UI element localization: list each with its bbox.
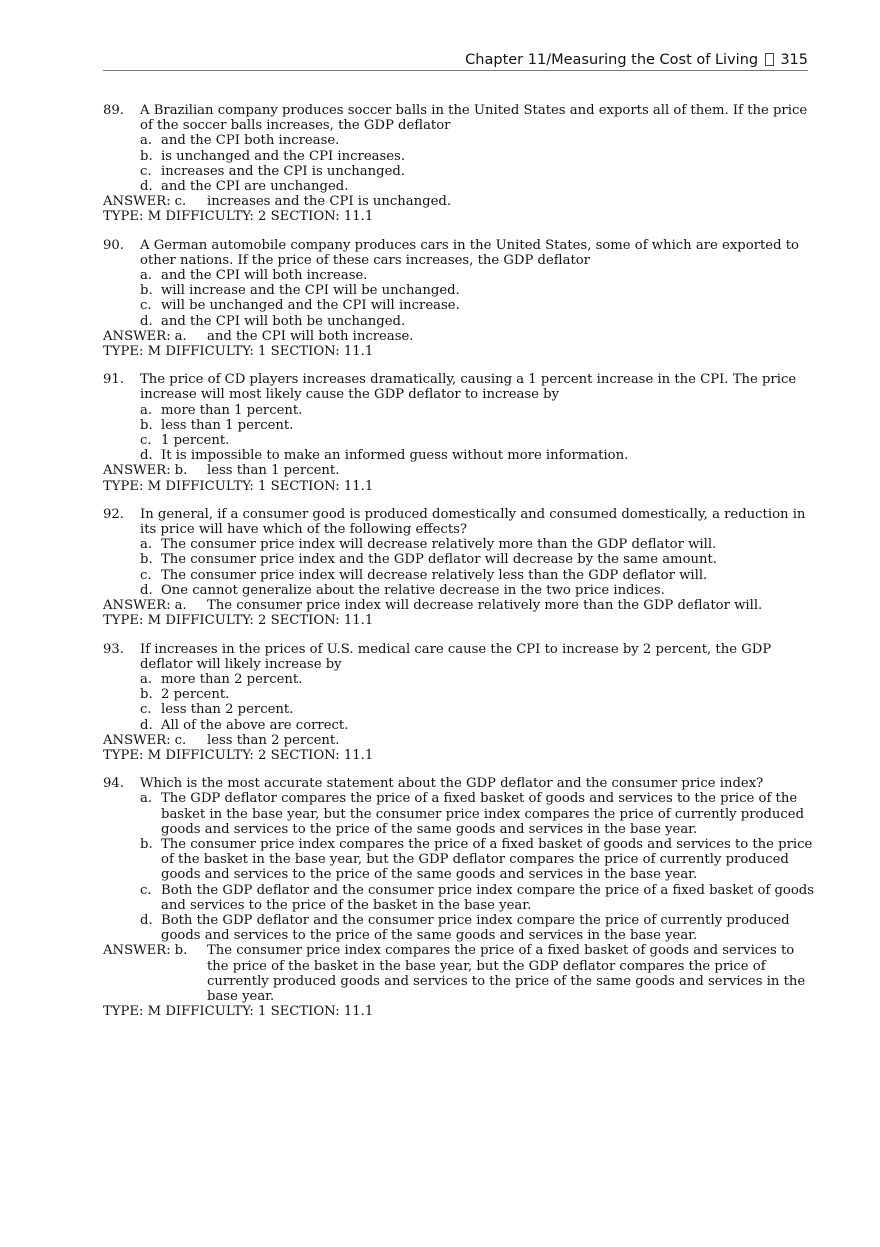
- option-text: less than 1 percent.: [161, 417, 294, 433]
- question-text: A German automobile company produces cars in the United States, some of which are exported to other nations. If the price of these cars increases, the GDP deflator: [140, 237, 799, 268]
- question-stem: [103, 776, 815, 791]
- question-number: 94.: [103, 776, 124, 792]
- answer-option: [140, 552, 815, 567]
- question-block: [103, 372, 815, 494]
- question-meta: TYPE: M DIFFICULTY: 2 SECTION: 11.1: [103, 747, 374, 763]
- answer-text: and the CPI will both increase.: [207, 328, 414, 344]
- option-letter: a.: [140, 268, 153, 284]
- option-text: less than 2 percent.: [161, 702, 294, 718]
- option-text: One cannot generalize about the relative decrease in the two price indices.: [161, 582, 665, 598]
- answer-option: [140, 583, 815, 598]
- option-letter: c.: [140, 702, 152, 718]
- option-text: The GDP deflator compares the price of a fixed basket of goods and services to the price of the basket in the base year, but the consumer price index compares the price of currently produced goods and services to the price of the same goods and services in the base year.: [161, 791, 805, 837]
- answer-line: [103, 463, 815, 478]
- option-list: [103, 791, 815, 943]
- answer-option: [140, 791, 815, 837]
- option-letter: b.: [140, 283, 153, 299]
- option-letter: a.: [140, 402, 153, 418]
- option-text: is unchanged and the CPI increases.: [161, 148, 406, 164]
- question-block: [103, 642, 815, 764]
- option-list: [103, 133, 815, 194]
- answer-option: [140, 268, 815, 283]
- answer-option: [140, 133, 815, 148]
- answer-head: [103, 733, 186, 748]
- option-text: and the CPI will both be unchanged.: [161, 313, 406, 329]
- answer-head: [103, 329, 187, 344]
- answer-option: [140, 718, 815, 733]
- answer-option: [140, 672, 815, 687]
- answer-letter: c.: [174, 732, 187, 748]
- answer-line: [103, 329, 815, 344]
- question-list: [103, 103, 815, 1032]
- option-text: Both the GDP deflator and the consumer price index compare the price of a fixed basket of goods and services to the price of the basket in the base year.: [161, 882, 815, 913]
- option-list: [103, 403, 815, 464]
- option-letter: d.: [140, 448, 153, 464]
- option-text: will be unchanged and the CPI will increase.: [161, 298, 460, 314]
- answer-option: [140, 568, 815, 583]
- answer-option: [140, 149, 815, 164]
- option-letter: c.: [140, 882, 152, 898]
- answer-option: [140, 702, 815, 717]
- answer-option: [140, 179, 815, 194]
- answer-option: [140, 403, 815, 418]
- question-block: [103, 776, 815, 1019]
- answer-head: [103, 598, 187, 613]
- answer-option: [140, 418, 815, 433]
- answer-text: less than 2 percent.: [207, 732, 340, 748]
- question-text: Which is the most accurate statement about the GDP deflator and the consumer price index?: [140, 776, 764, 792]
- option-letter: a.: [140, 671, 153, 687]
- question-text: The price of CD players increases dramatically, causing a 1 percent increase in the CPI. The price increase will most likely cause the GDP deflator to increase by: [140, 372, 797, 403]
- option-text: It is impossible to make an informed guess without more information.: [161, 448, 629, 464]
- answer-letter: a.: [174, 598, 187, 614]
- answer-label: ANSWER:: [103, 463, 171, 479]
- option-letter: d.: [140, 912, 153, 928]
- answer-letter: a.: [174, 328, 187, 344]
- answer-label: ANSWER:: [103, 194, 171, 210]
- question-meta: TYPE: M DIFFICULTY: 1 SECTION: 11.1: [103, 1004, 374, 1020]
- answer-letter: b.: [174, 463, 188, 479]
- answer-line: [103, 194, 815, 209]
- option-text: increases and the CPI is unchanged.: [161, 163, 406, 179]
- question-meta: TYPE: M DIFFICULTY: 1 SECTION: 11.1: [103, 478, 374, 494]
- question-text: A Brazilian company produces soccer balls in the United States and exports all of them. If the price of the soccer balls increases, the GDP deflator: [140, 103, 808, 134]
- answer-option: [140, 837, 815, 883]
- option-text: and the CPI are unchanged.: [161, 179, 349, 195]
- option-text: The consumer price index and the GDP deflator will decrease by the same amount.: [161, 552, 717, 568]
- option-text: 2 percent.: [161, 687, 230, 703]
- answer-label: ANSWER:: [103, 598, 171, 614]
- answer-label: ANSWER:: [103, 328, 171, 344]
- page-number: 315: [780, 52, 808, 68]
- option-text: The consumer price index will decrease relatively more than the GDP deflator will.: [161, 537, 717, 553]
- answer-line: [103, 733, 815, 748]
- option-letter: a.: [140, 133, 153, 149]
- question-text: In general, if a consumer good is produced domestically and consumed domestically, a reduction in its price will have which of the following effects?: [140, 506, 806, 538]
- question-block: [103, 238, 815, 360]
- option-letter: b.: [140, 417, 153, 433]
- option-text: and the CPI both increase.: [161, 133, 340, 149]
- option-letter: d.: [140, 313, 153, 329]
- option-text: 1 percent.: [161, 433, 230, 449]
- answer-option: [140, 687, 815, 702]
- answer-text: The consumer price index will decrease relatively more than the GDP deflator will.: [207, 598, 763, 614]
- question-stem: [103, 103, 815, 133]
- answer-option: [140, 537, 815, 552]
- answer-option: [140, 164, 815, 179]
- answer-text: The consumer price index compares the price of a fixed basket of goods and services to the price of the basket in the base year, but the GDP deflator compares the price of currently produced goods and services to the price of the same goods and services in the base year.: [207, 943, 806, 1004]
- option-letter: d.: [140, 717, 153, 733]
- question-block: [103, 103, 815, 225]
- option-list: [103, 537, 815, 598]
- option-letter: a.: [140, 537, 153, 553]
- question-number: 92.: [103, 506, 124, 522]
- option-letter: c.: [140, 433, 152, 449]
- question-meta: TYPE: M DIFFICULTY: 2 SECTION: 11.1: [103, 209, 374, 225]
- question-number: 91.: [103, 372, 124, 388]
- option-text: more than 2 percent.: [161, 671, 303, 687]
- question-stem: [103, 238, 815, 268]
- answer-option: [140, 448, 815, 463]
- answer-option: [140, 283, 815, 298]
- answer-option: [140, 298, 815, 313]
- question-stem: [103, 507, 815, 537]
- option-letter: a.: [140, 791, 153, 807]
- question-stem: [103, 372, 815, 402]
- answer-option: [140, 314, 815, 329]
- option-text: All of the above are correct.: [161, 717, 349, 733]
- question-stem: [103, 642, 815, 672]
- answer-letter: b.: [174, 943, 188, 959]
- answer-label: ANSWER:: [103, 943, 171, 959]
- answer-letter: c.: [174, 194, 187, 210]
- answer-head: [103, 943, 187, 958]
- question-meta: TYPE: M DIFFICULTY: 2 SECTION: 11.1: [103, 613, 374, 629]
- question-number: 93.: [103, 641, 124, 657]
- option-text: and the CPI will both increase.: [161, 268, 368, 284]
- option-letter: d.: [140, 582, 153, 598]
- answer-text: less than 1 percent.: [207, 463, 340, 479]
- option-letter: d.: [140, 179, 153, 195]
- option-text: The consumer price index will decrease relatively less than the GDP deflator will.: [161, 567, 708, 583]
- option-list: [103, 268, 815, 329]
- answer-line: [103, 598, 815, 613]
- answer-option: [140, 913, 815, 943]
- question-text: If increases in the prices of U.S. medical care cause the CPI to increase by 2 percent, the GDP deflator will likely increase by: [140, 641, 772, 672]
- question-number: 89.: [103, 103, 124, 118]
- option-letter: c.: [140, 163, 152, 179]
- option-text: more than 1 percent.: [161, 402, 303, 418]
- option-letter: b.: [140, 148, 153, 164]
- option-letter: b.: [140, 687, 153, 703]
- option-letter: c.: [140, 567, 152, 583]
- option-text: Both the GDP deflator and the consumer price index compare the price of currently produced goods and services to the price of the same goods and services in the base year.: [161, 912, 790, 944]
- option-letter: b.: [140, 552, 153, 568]
- chapter-title: Chapter 11/Measuring the Cost of Living: [465, 52, 759, 68]
- answer-head: [103, 463, 187, 478]
- missing-glyph-icon: [765, 53, 774, 66]
- answer-label: ANSWER:: [103, 732, 171, 748]
- option-text: will increase and the CPI will be unchanged.: [161, 283, 460, 299]
- option-letter: b.: [140, 836, 153, 852]
- option-text: The consumer price index compares the price of a fixed basket of goods and services to the price of the basket in the base year, but the GDP deflator compares the price of currently produced goods and services to the price of the same goods and services in the base year.: [161, 836, 813, 883]
- answer-option: [140, 883, 815, 913]
- answer-text: increases and the CPI is unchanged.: [207, 194, 452, 210]
- page-header: [103, 50, 808, 71]
- option-letter: c.: [140, 298, 152, 314]
- option-list: [103, 672, 815, 733]
- question-meta: TYPE: M DIFFICULTY: 1 SECTION: 11.1: [103, 344, 374, 360]
- question-block: [103, 507, 815, 629]
- answer-line: [103, 943, 815, 1004]
- question-number: 90.: [103, 237, 124, 253]
- answer-head: [103, 194, 186, 209]
- answer-option: [140, 433, 815, 448]
